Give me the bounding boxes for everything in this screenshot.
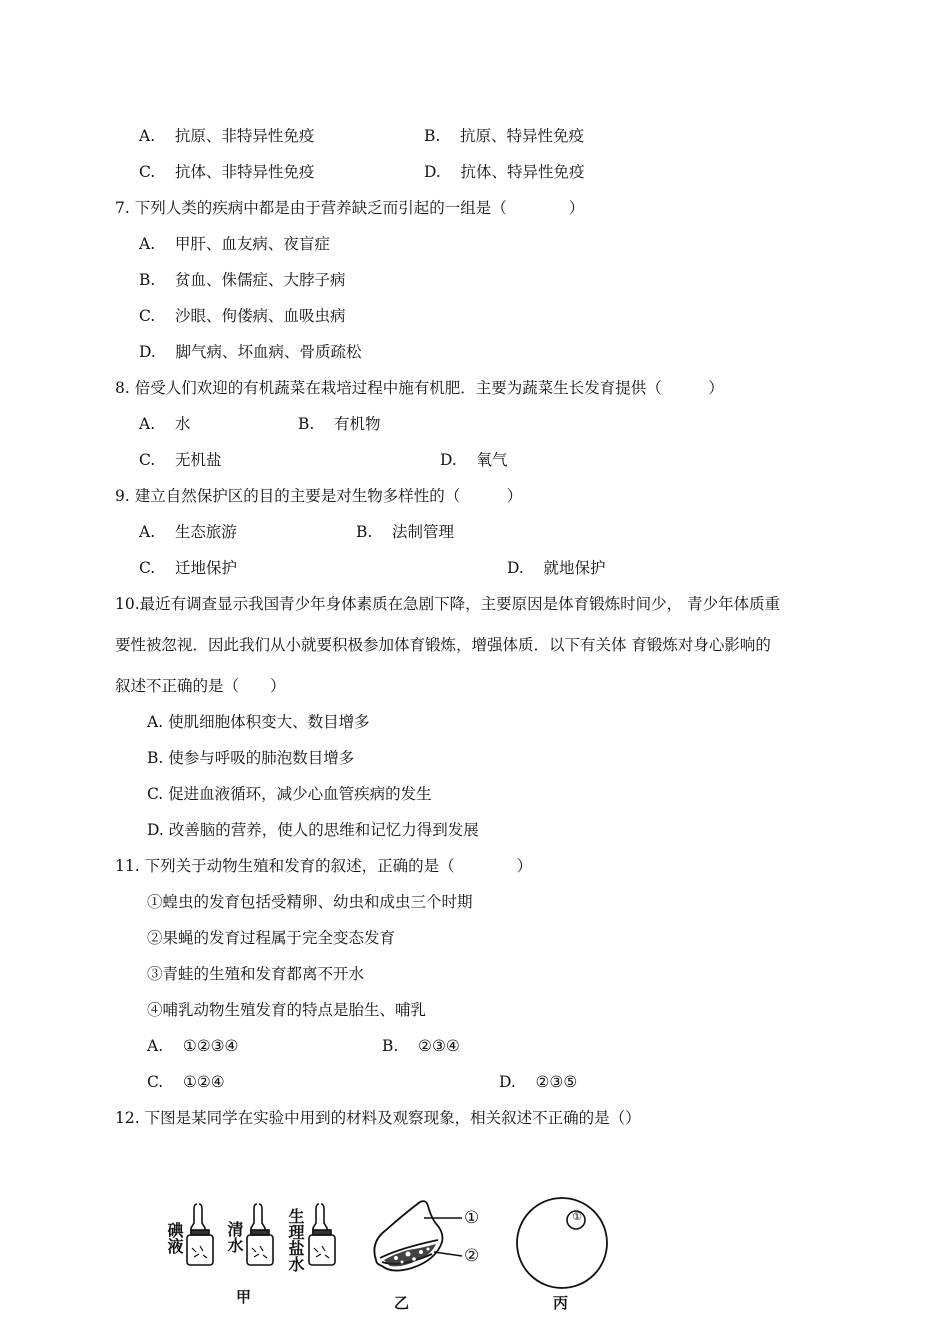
q6-option-c: C. 抗体、非特异性免疫 <box>139 163 315 181</box>
q10-stem-line-2: 要性被忽视．因此我们从小就要积极参加体育锻炼，增强体质．以下有关体 育锻炼对身心影响的 <box>115 636 771 654</box>
q11-statement-3: ③青蛙的生殖和发育都离不开水 <box>147 965 365 983</box>
q6-option-d: D. 抗体、特异性免疫 <box>424 163 585 181</box>
q7-option-b: B. 贫血、侏儒症、大脖子病 <box>139 271 346 289</box>
nucleus-marker: ① <box>572 1210 582 1223</box>
q11-statement-4: ④哺乳动物生殖发育的特点是胎生、哺乳 <box>147 1001 427 1019</box>
q6-option-b: B. 抗原、特异性免疫 <box>424 127 585 145</box>
label-water: 清水 <box>225 1221 244 1253</box>
q10-option-d: D. 改善脑的营养，使人的思维和记忆力得到发展 <box>147 821 479 839</box>
q7-option-d: D. 脚气病、坏血病、骨质疏松 <box>139 343 362 361</box>
q11-option-a: A. ①②③④ <box>147 1037 239 1055</box>
q11-stem: 11. 下列关于动物生殖和发育的叙述，正确的是（ ） <box>115 857 533 875</box>
q9-option-b: B. 法制管理 <box>356 523 455 541</box>
q11-option-b: B. ②③④ <box>382 1037 460 1055</box>
callout-1: ① <box>464 1208 480 1228</box>
q8-stem: 8. 倍受人们欢迎的有机蔬菜在栽培过程中施有机肥．主要为蔬菜生长发育提供（ ） <box>115 379 724 397</box>
q9-option-c: C. 迁地保护 <box>139 559 237 577</box>
q9-option-d: D. 就地保护 <box>507 559 606 577</box>
q9-stem: 9. 建立自然保护区的目的主要是对生物多样性的（ ） <box>115 487 523 505</box>
q10-stem-line-3: 叙述不正确的是（ ） <box>115 677 286 695</box>
caption-yi: 乙 <box>394 1294 410 1312</box>
q11-option-c: C. ①②④ <box>147 1073 225 1091</box>
q6-option-a: A. 抗原、非特异性免疫 <box>139 127 315 145</box>
q10-option-a: A. 使肌细胞体积变大、数目增多 <box>147 713 370 731</box>
q9-option-a: A. 生态旅游 <box>139 523 237 541</box>
q11-option-d: D. ②③⑤ <box>499 1073 578 1091</box>
q8-option-c: C. 无机盐 <box>139 451 222 469</box>
q7-stem: 7. 下列人类的疾病中都是由于营养缺乏而引起的一组是（ ） <box>115 199 585 217</box>
q8-option-b: B. 有机物 <box>298 415 381 433</box>
label-iodine: 碘液 <box>165 1222 184 1254</box>
caption-bing: 丙 <box>553 1294 569 1312</box>
q7-option-c: C. 沙眼、佝偻病、血吸虫病 <box>139 307 346 325</box>
q7-option-a: A. 甲肝、血友病、夜盲症 <box>139 235 330 253</box>
q8-option-a: A. 水 <box>139 415 191 433</box>
q10-option-b: B. 使参与呼吸的肺泡数目增多 <box>147 749 355 767</box>
q12-stem: 12. 下图是某同学在实验中用到的材料及观察现象，相关叙述不正确的是（） <box>115 1109 641 1127</box>
q11-statement-2: ②果蝇的发育过程属于完全变态发育 <box>147 929 396 947</box>
q10-option-c: C. 促进血液循环，减少心血管疾病的发生 <box>147 785 432 803</box>
caption-jia: 甲 <box>236 1288 252 1306</box>
q11-statement-1: ①蝗虫的发育包括受精卵、幼虫和成虫三个时期 <box>147 893 473 911</box>
label-saline: 生理盐水 <box>286 1208 305 1272</box>
callout-2: ② <box>464 1246 480 1266</box>
dropper-bottles-icon <box>185 1200 345 1280</box>
q10-stem-line-1: 10.最近有调查显示我国青少年身体素质在急剧下降，主要原因是体育锻炼时间少， 青少年体质重 <box>115 595 781 613</box>
cell-circle-icon <box>515 1196 609 1290</box>
q8-option-d: D. 氧气 <box>440 451 508 469</box>
